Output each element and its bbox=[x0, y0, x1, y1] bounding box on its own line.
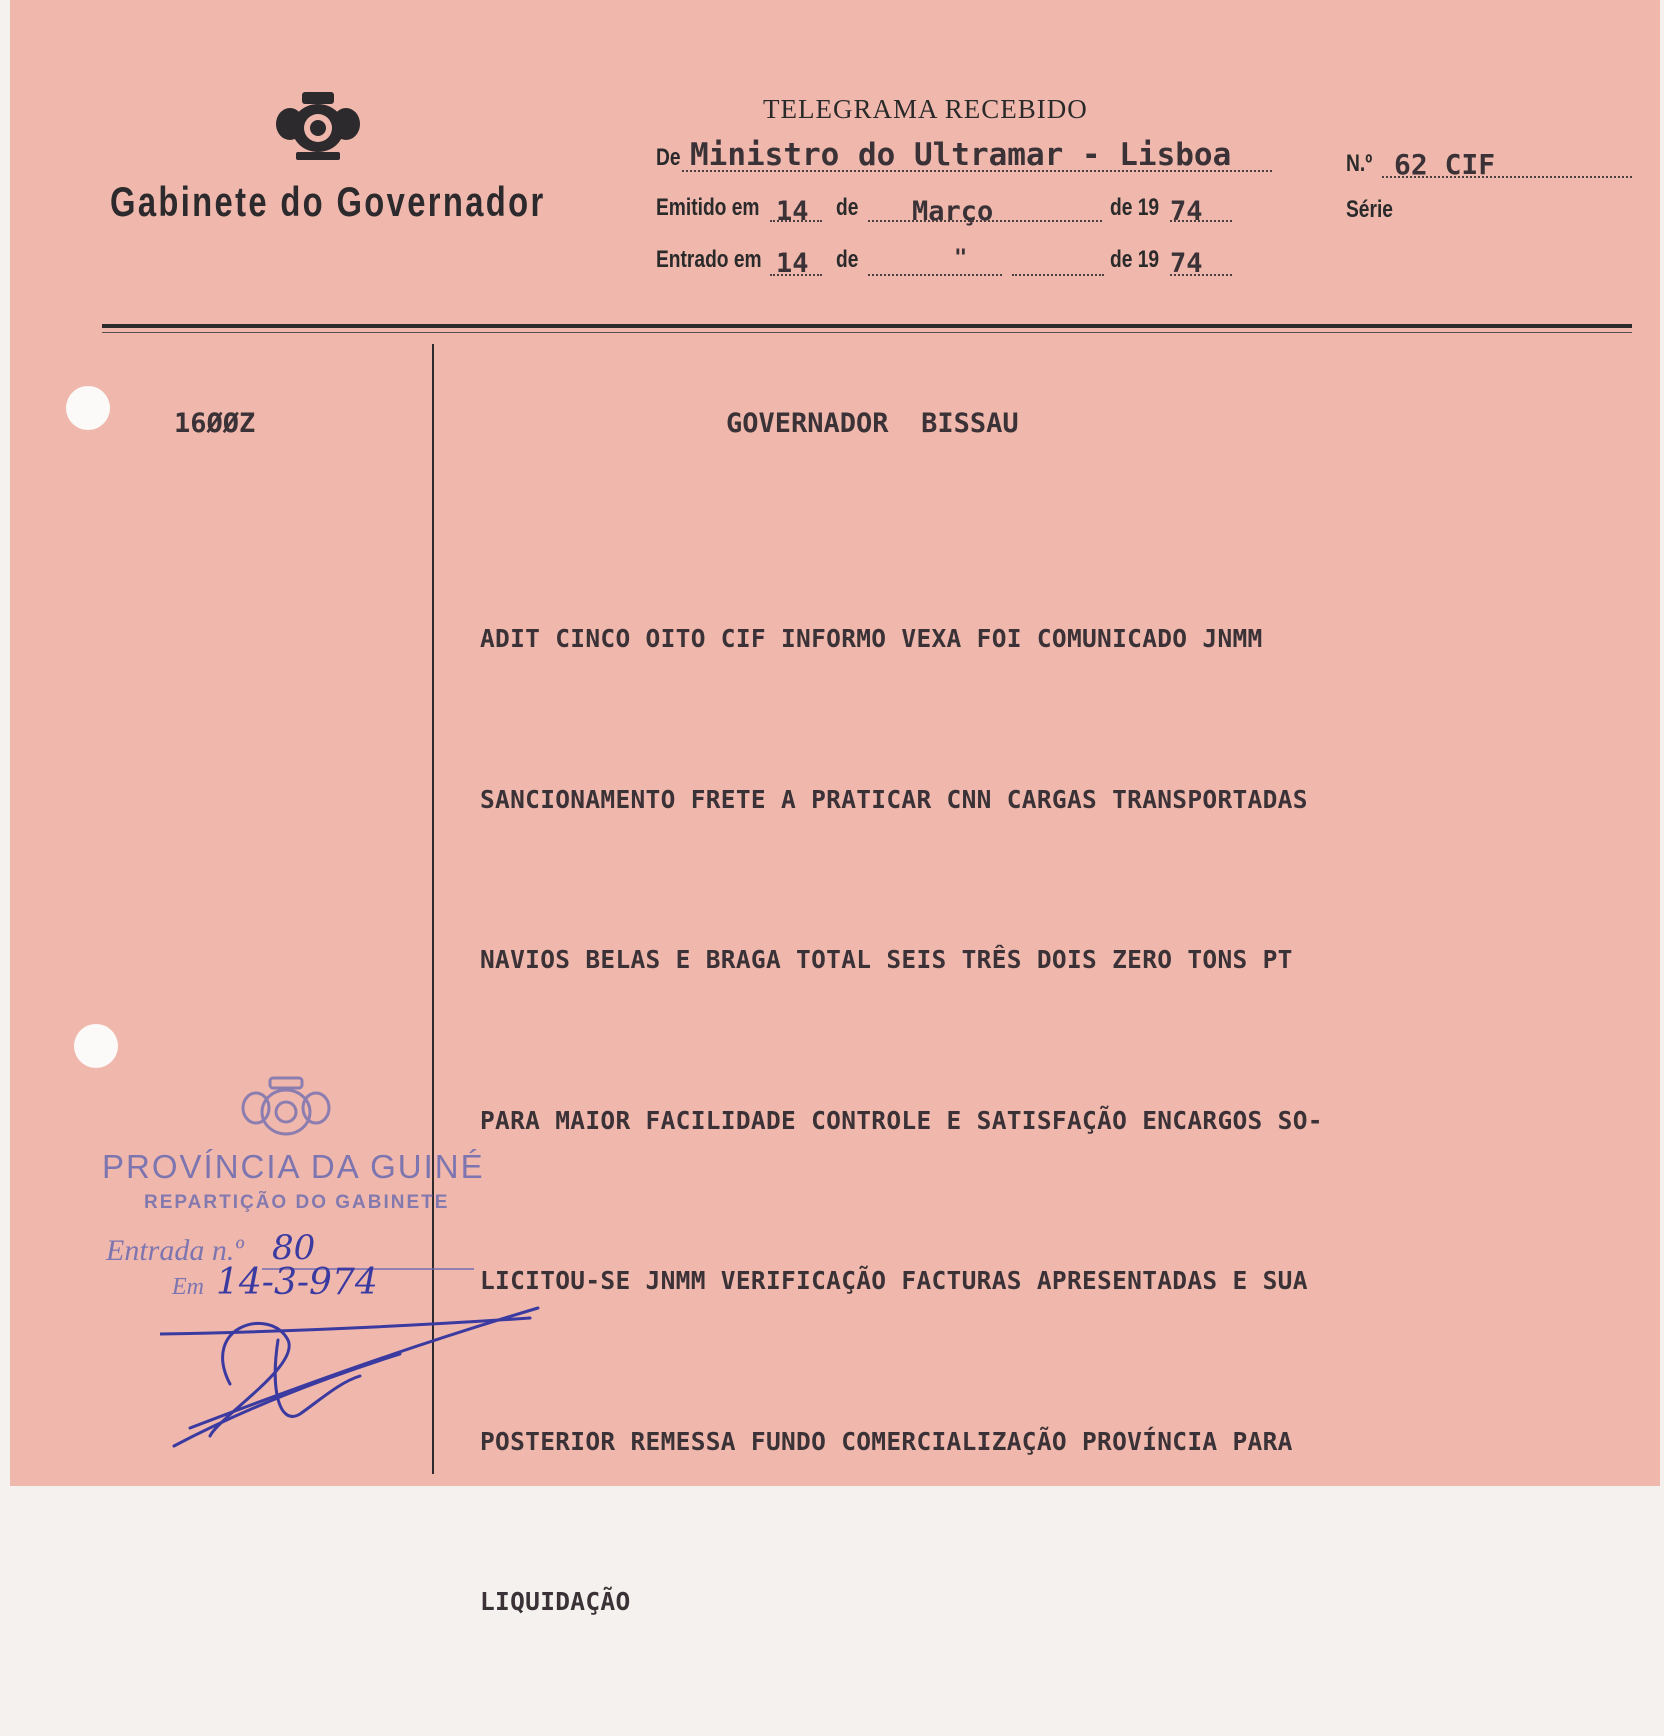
issued-year-label: de 19 bbox=[1110, 194, 1160, 221]
stamp-province: PROVÍNCIA DA GUINÉ bbox=[102, 1148, 485, 1185]
handwritten-signature bbox=[160, 1296, 540, 1456]
office-title: Gabinete do Governador bbox=[110, 178, 546, 225]
issued-month: Março bbox=[912, 196, 994, 227]
entered-day: 14 bbox=[776, 248, 809, 279]
from-value: Ministro do Ultramar - Lisboa bbox=[690, 137, 1232, 173]
header-divider bbox=[102, 324, 1632, 328]
time-code: 16ØØZ bbox=[174, 408, 256, 439]
punch-hole-bottom bbox=[74, 1024, 118, 1068]
number-label: N.º bbox=[1346, 150, 1373, 177]
entered-year: 74 bbox=[1170, 248, 1203, 279]
stamp-entry-label: Entrada n.º bbox=[106, 1234, 244, 1267]
message-body bbox=[480, 505, 1620, 1736]
message-line: POSTERIOR REMESSA FUNDO COMERCIALIZAÇÃO PROVÍNCIA PARA bbox=[480, 1426, 1293, 1456]
coat-of-arms-icon bbox=[272, 90, 364, 166]
stamp-date-label: Em bbox=[172, 1274, 204, 1300]
header-divider-thin bbox=[102, 332, 1632, 333]
entered-label: Entrado em bbox=[656, 246, 762, 273]
entered-month-dotted-line bbox=[868, 274, 1002, 276]
telegram-sheet bbox=[10, 0, 1660, 1616]
message-line: LIQUIDAÇÃO bbox=[480, 1587, 631, 1616]
punch-hole-top bbox=[66, 386, 110, 430]
issued-label: Emitido em bbox=[656, 194, 760, 221]
message-line: PARA MAIOR FACILIDADE CONTROLE E SATISFAÇÃO ENCARGOS SO- bbox=[480, 1105, 1323, 1135]
message-line: NAVIOS BELAS E BRAGA TOTAL SEIS TRÊS DOIS ZERO TONS PT bbox=[480, 945, 1293, 974]
entered-month: " bbox=[954, 246, 968, 271]
from-label: De bbox=[656, 144, 681, 171]
series-label: Série bbox=[1346, 196, 1393, 223]
number-value: 62 CIF bbox=[1394, 148, 1496, 181]
issued-day: 14 bbox=[776, 196, 809, 227]
stamp-entry-number: 80 bbox=[272, 1228, 316, 1268]
stamp-date-value: 14-3-974 bbox=[216, 1262, 378, 1303]
stamp-crest-icon bbox=[238, 1076, 334, 1146]
addressee: GOVERNADOR BISSAU bbox=[726, 408, 1019, 439]
message-line: ADIT CINCO OITO CIF INFORMO VEXA FOI COMUNICADO JNMM bbox=[480, 624, 1263, 653]
issued-de-label: de bbox=[836, 194, 859, 221]
entered-year-label: de 19 bbox=[1110, 246, 1160, 273]
entered-extra-dotted-line bbox=[1012, 274, 1104, 276]
stamp-department: REPARTIÇÃO DO GABINETE bbox=[144, 1192, 450, 1213]
message-line: SANCIONAMENTO FRETE A PRATICAR CNN CARGAS TRANSPORTADAS bbox=[480, 784, 1308, 814]
entered-de-label: de bbox=[836, 246, 859, 273]
message-line: LICITOU-SE JNMM VERIFICAÇÃO FACTURAS APRESENTADAS E SUA bbox=[480, 1266, 1308, 1295]
issued-year: 74 bbox=[1170, 196, 1203, 227]
document-type-title: TELEGRAMA RECEBIDO bbox=[763, 94, 1088, 124]
